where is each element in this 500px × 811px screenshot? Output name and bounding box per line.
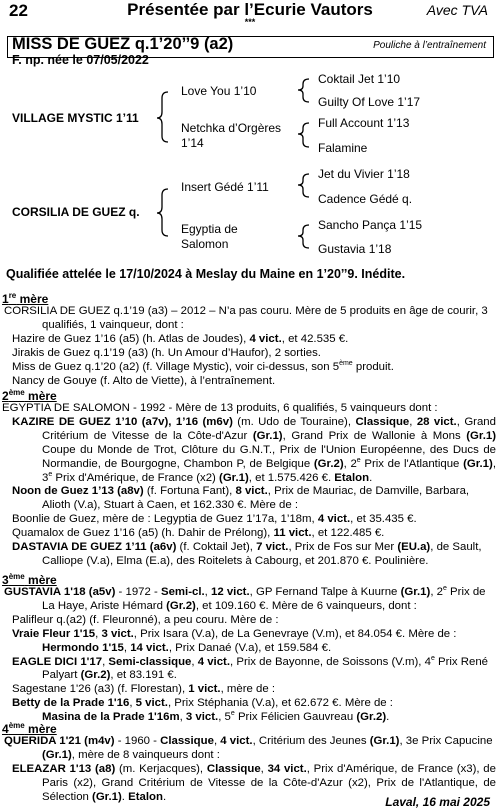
page-title: Présentée par l’Ecurie Vautors bbox=[127, 0, 373, 19]
pedigree-g1: Coktail Jet 1’10 bbox=[318, 72, 401, 86]
pedigree-g5: Jet du Vivier 1’18 bbox=[318, 167, 410, 181]
pedigree-sire-sire: Love You 1’10 bbox=[181, 84, 257, 98]
pedigree-sire: VILLAGE MYSTIC 1’11 bbox=[12, 111, 139, 125]
vat-note: Avec TVA bbox=[426, 2, 488, 18]
pedigree-dam-dam-2: Salomon bbox=[181, 237, 229, 251]
section-4-body: QUERIDA 1'21 (m4v) - 1960 - Classique, 4 vict., Critérium des Jeunes (Gr.1), 3e Prix Capucine (Gr.1), mère de 8 vainqueurs dont : ELEAZAR 1'13 (a8) (m. Kerjacques), Classique, 34 vict., Prix d'Amérique, de France (x3), de Paris (x2), Grand Critérium de Vitesse de la Côte-d'Azur (x2), Prix de l'Atlantique, de Sélection (Gr.1). Etalon. bbox=[4, 735, 496, 803]
pedigree-g4: Falamine bbox=[318, 141, 368, 155]
section-3-body: GUSTAVIA 1'18 (a5v) - 1972 - Semi-cl., 12 vict., GP Fernand Talpe à Kuurne (Gr.1), 2e Prix de La Haye, Ariste Hémard (Gr.2), et 109.160 €. Mère de 6 vainqueurs, dont : Palifleur q.(a2) (f. Fleuronné), a peu couru. Mère de : Vraie Fleur 1'15, 3 vict., Prix Isara (V.a), de La Genevraye (V.m), et 84.054 €. Mère de : Hermondo 1'15, 14 vict., Prix Danaé (V.a), et 159.584 €. EAGLE DICI 1'17, Semi-classique, 4 vict., Prix de Bayonne, de Soissons (V.m), 4e Prix René Palyart (Gr.2), et 83.191 €. Sagestane 1'26 (a3) (f. Florestan), 1 vict., mère de : Betty de la Prade 1'16, 5 vict., Prix Stéphania (V.a), et 62.672 €. Mère de : Masina de la Prade 1'16m, 3 vict., 5e Prix Félicien Gauvreau (Gr.2). bbox=[4, 585, 489, 724]
pedigree-dam: CORSILIA DE GUEZ q. bbox=[12, 205, 140, 219]
section-1-body: CORSILIA DE GUEZ q.1’19 (a3) – 2012 – N’a pas couru. Mère de 5 produits en âge de courir, 3 qualifiés, 1 vainqueur, dont : Hazire de Guez 1’16 (a5) (h. Atlas de Joudes), 4 vict., et 42.535 €. Jirakis de Guez q.1’19 (a3) (h. Un Amour d’Haufor), 2 sorties. Miss de Guez q.1’20 (a2) (f. Village Mystic), voir ci-dessus, son 5ème produit. Nancy de Gouye (f. Alto de Viette), à l’entraînement. bbox=[4, 305, 488, 387]
qualification-line: Qualifiée attelée le 17/10/2024 à Meslay du Maine en 1’20’’9. Inédite. bbox=[6, 267, 406, 281]
pedigree-g3: Full Account 1’13 bbox=[318, 116, 410, 130]
section-title-3eme-mere: 3ème mère bbox=[2, 572, 57, 587]
pedigree-g7: Sancho Pança 1’15 bbox=[318, 218, 423, 232]
pedigree-g6: Cadence Gédé q. bbox=[318, 192, 413, 206]
pedigree-sire-dam: Netchka d’Orgères bbox=[181, 121, 282, 135]
page-number: 22 bbox=[9, 1, 28, 20]
pedigree-dam-sire: Insert Gédé 1’11 bbox=[181, 180, 269, 194]
pedigree-brackets bbox=[0, 0, 500, 270]
training-note: Pouliche à l’entraînement bbox=[373, 40, 486, 51]
pedigree-g8: Gustavia 1’18 bbox=[318, 242, 392, 256]
section-title-1re-mere: 1re mère bbox=[2, 291, 49, 306]
pedigree-g2: Guilty Of Love 1’17 bbox=[318, 95, 421, 109]
horse-birth: F. np. née le 07/05/2022 bbox=[12, 53, 149, 67]
separator-stars: *** bbox=[244, 17, 256, 27]
footer-place-date: Laval, 16 mai 2025 bbox=[385, 795, 490, 809]
horse-name: MISS DE GUEZ q.1’20’’9 (a2) bbox=[12, 35, 234, 53]
section-title-2eme-mere: 2ème mère bbox=[2, 388, 57, 403]
section-2-body: EGYPTIA DE SALOMON - 1992 - Mère de 13 produits, 6 qualifiés, 5 vainqueurs dont : KAZIRE DE GUEZ 1’10 (a7v), 1’16 (m6v) (m. Udo de Touraine), Classique, 28 vict., Grand Critérium de Vitesse de la Côte-d'Azur (Gr.1), Grand Prix de Wallonie à Mons (Gr.1) Coupe du Monde de Trot, Clôture du G.N.T., Prix de l'Union Européenne, des Ducs de Normandie, de Bourgogne, Chambon P, de Belgique (Gr.2), 2e Prix de l'Atlantique (Gr.1), 3e Prix d'Amérique, de France (x2) (Gr.1), et 1.575.426 €. Etalon. Noon de Guez 1’13 (a8v) (f. Fortuna Fant), 8 vict., Prix de Mauriac, de Damville, Barbara, Alioth (V.a), Stuart à Caen, et 162.330 €. Mère de : Boonlie de Guez, mère de : Legyptia de Guez 1’17a, 1’18m, 4 vict., et 35.435 €. Quamalox de Guez 1’16 (a5) (h. Dahir de Prélong), 11 vict., et 122.485 €. DASTAVIA DE GUEZ 1’11 (a6v) (f. Coktail Jet), 7 vict., Prix de Fos sur Mer (EU.a), de Sault, Calliope (V.a), Elma (E.a), des Roitelets à Cabourg, et 201.870 €. Poulinière. bbox=[2, 402, 496, 567]
pedigree-sire-dam-time: 1’14 bbox=[181, 136, 204, 150]
section-title-4eme-mere: 4ème mère bbox=[2, 721, 57, 736]
pedigree-dam-dam: Egyptia de bbox=[181, 222, 238, 236]
